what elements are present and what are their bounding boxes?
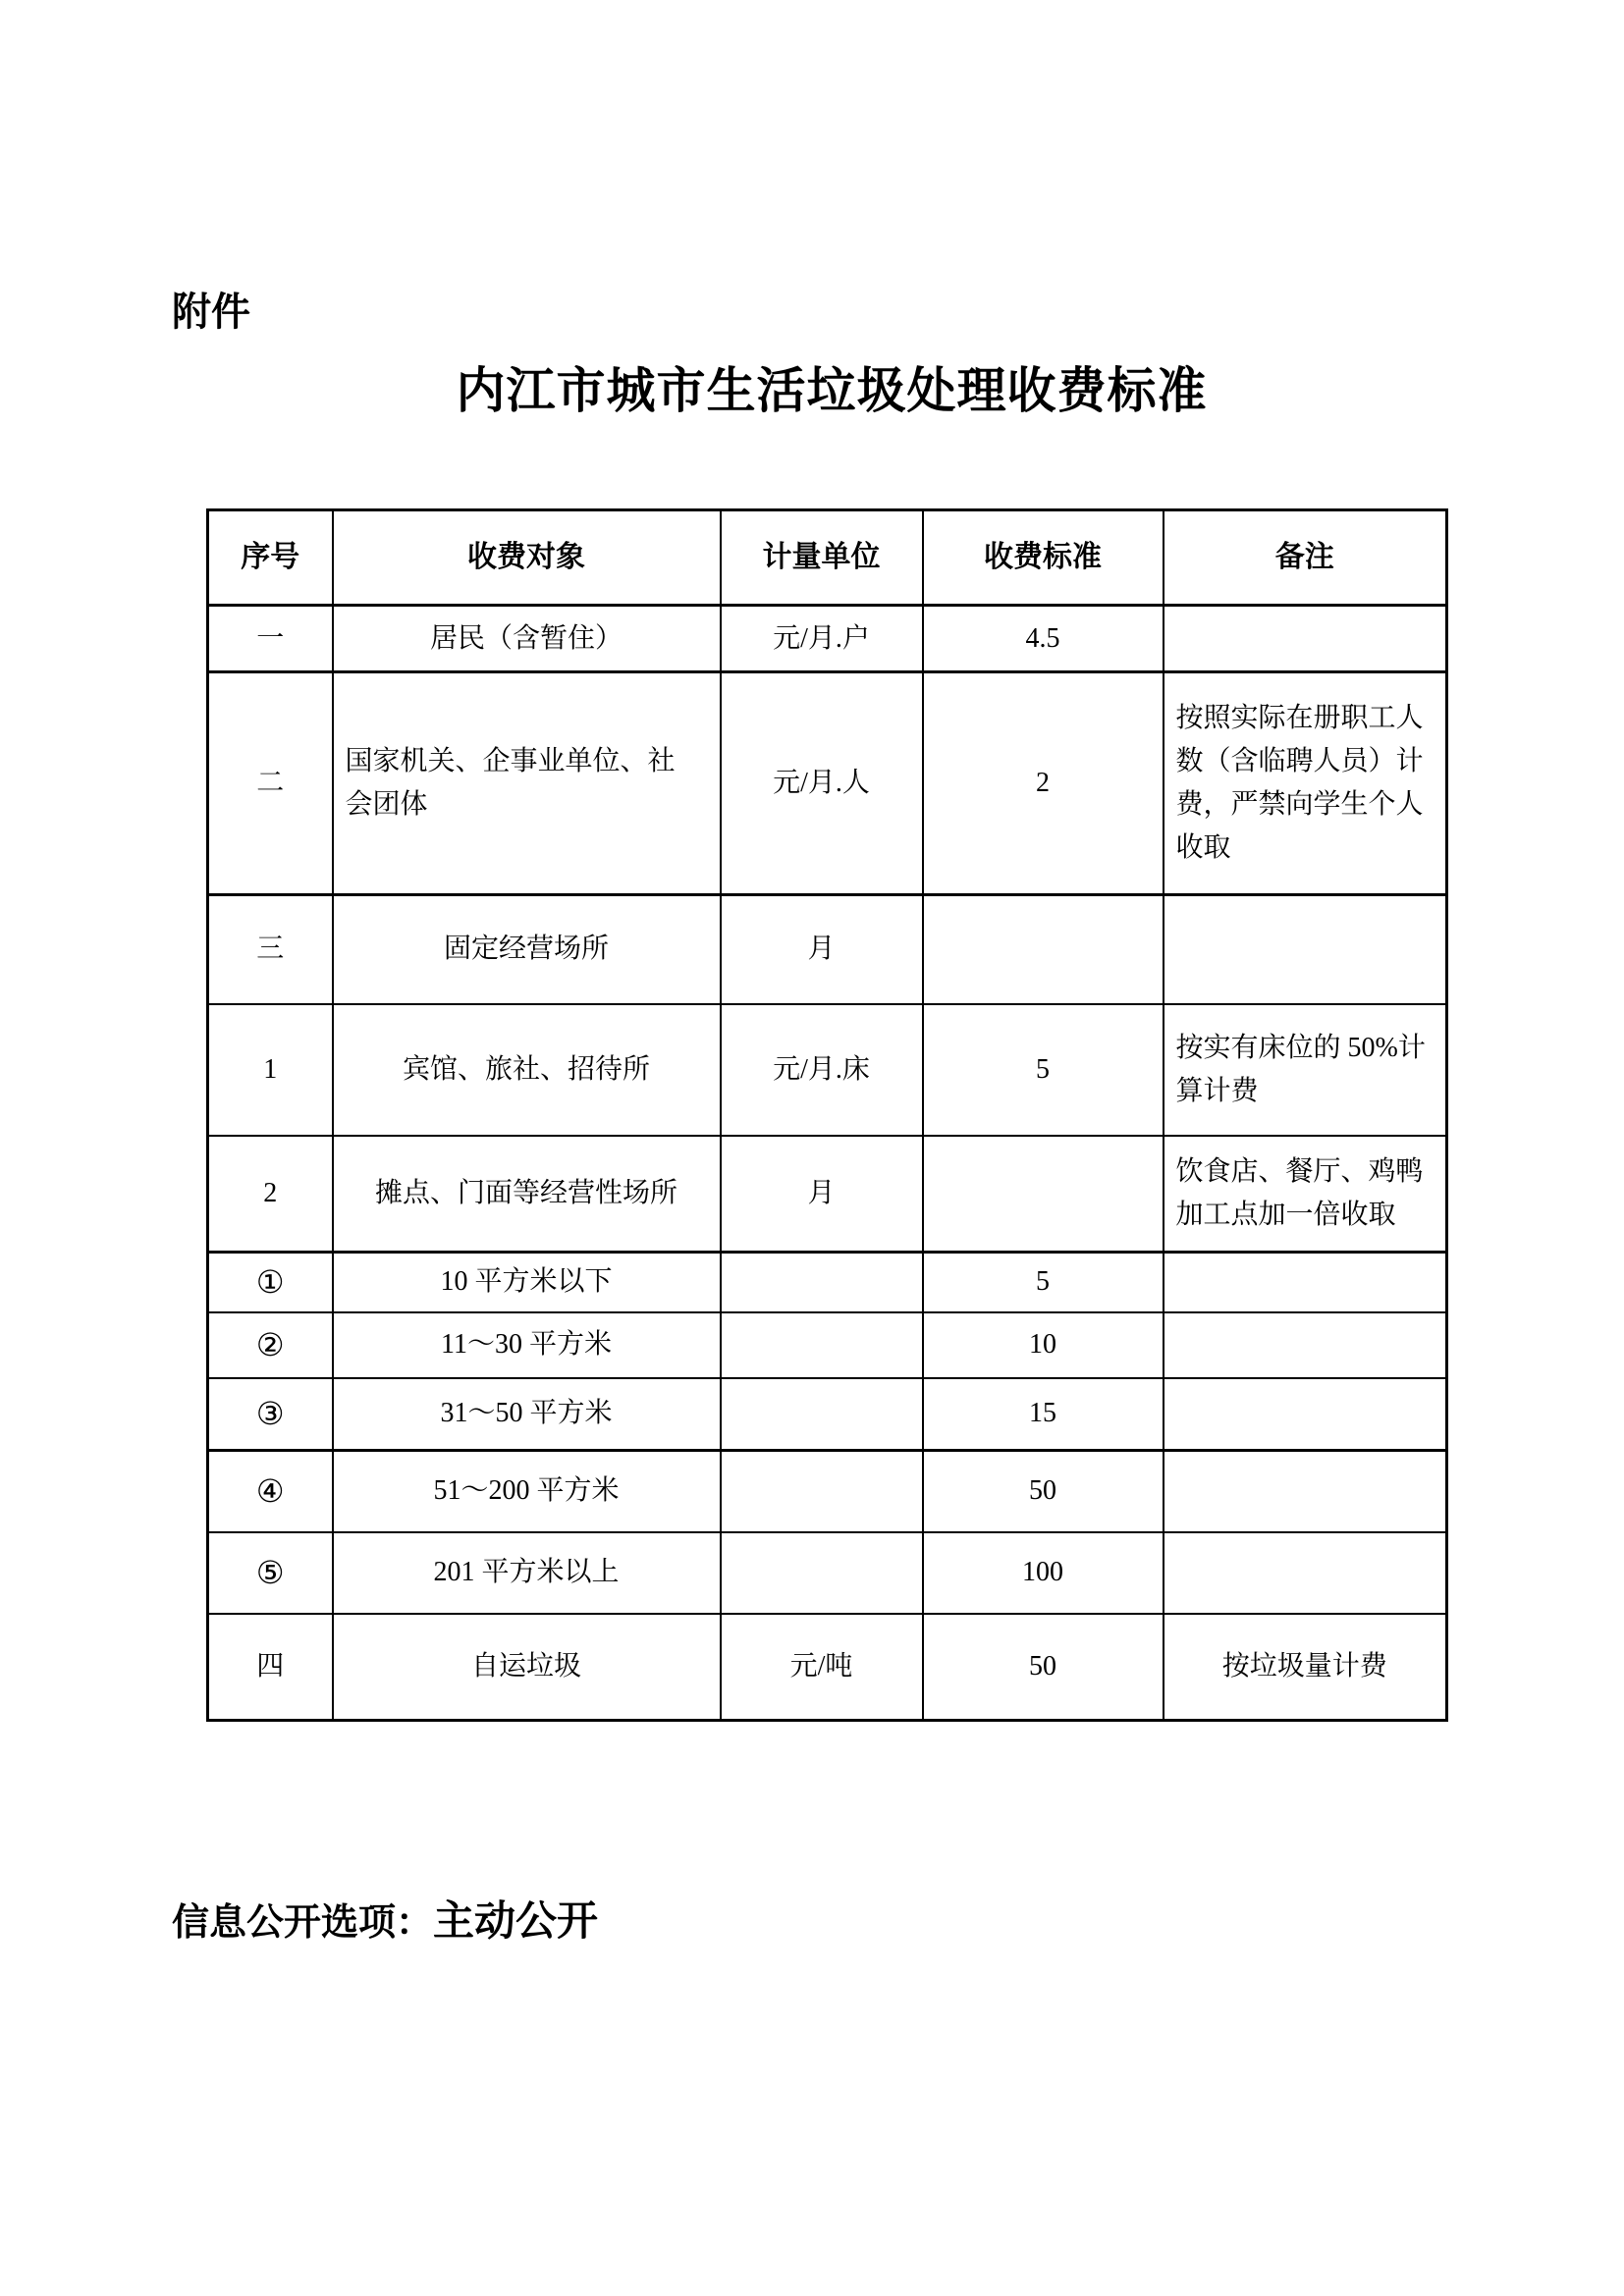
cell-remark bbox=[1164, 1532, 1447, 1614]
cell-remark: 按垃圾量计费 bbox=[1164, 1614, 1447, 1721]
cell-unit: 月 bbox=[721, 895, 923, 1004]
cell-fee: 10 bbox=[923, 1312, 1164, 1378]
cell-target: 31～50 平方米 bbox=[333, 1378, 721, 1451]
table-row bbox=[208, 1614, 1447, 1721]
cell-target: 居民（含暂住） bbox=[333, 606, 721, 672]
cell-remark bbox=[1164, 1312, 1447, 1378]
cell-no: 四 bbox=[208, 1614, 333, 1721]
cell-remark bbox=[1164, 1253, 1447, 1312]
disclosure-value: 主动公开 bbox=[433, 1899, 599, 1945]
cell-no: ③ bbox=[208, 1378, 333, 1451]
table-row bbox=[208, 1312, 1447, 1378]
cell-target: 51～200 平方米 bbox=[333, 1451, 721, 1532]
fee-table bbox=[206, 508, 1448, 1722]
table-row bbox=[208, 1136, 1447, 1253]
table-header-row bbox=[208, 510, 1447, 606]
cell-unit bbox=[721, 1451, 923, 1532]
disclosure-label: 信息公开选项： bbox=[172, 1900, 434, 1944]
cell-unit: 元/月.户 bbox=[721, 606, 923, 672]
cell-target: 11～30 平方米 bbox=[333, 1312, 721, 1378]
cell-unit bbox=[721, 1378, 923, 1451]
table-row bbox=[208, 1451, 1447, 1532]
cell-fee bbox=[923, 1136, 1164, 1253]
cell-target: 10 平方米以下 bbox=[333, 1253, 721, 1312]
cell-remark bbox=[1164, 606, 1447, 672]
cell-fee: 2 bbox=[923, 672, 1164, 895]
cell-remark: 按实有床位的 50%计算计费 bbox=[1164, 1004, 1447, 1136]
table-row bbox=[208, 1532, 1447, 1614]
cell-unit bbox=[721, 1253, 923, 1312]
col-header-fee: 收费标准 bbox=[923, 510, 1164, 606]
cell-no: 2 bbox=[208, 1136, 333, 1253]
col-header-remark: 备注 bbox=[1164, 510, 1447, 606]
cell-unit: 元/吨 bbox=[721, 1614, 923, 1721]
col-header-unit: 计量单位 bbox=[721, 510, 923, 606]
cell-target: 摊点、门面等经营性场所 bbox=[333, 1136, 721, 1253]
cell-fee: 15 bbox=[923, 1378, 1164, 1451]
cell-fee: 100 bbox=[923, 1532, 1164, 1614]
cell-no: ② bbox=[208, 1312, 333, 1378]
disclosure-line bbox=[172, 1895, 598, 1949]
cell-no: 一 bbox=[208, 606, 333, 672]
cell-target: 固定经营场所 bbox=[333, 895, 721, 1004]
cell-target: 自运垃圾 bbox=[333, 1614, 721, 1721]
table-row bbox=[208, 1378, 1447, 1451]
cell-remark: 按照实际在册职工人数（含临聘人员）计费，严禁向学生个人收取 bbox=[1164, 672, 1447, 895]
cell-unit bbox=[721, 1532, 923, 1614]
table-row bbox=[208, 606, 1447, 672]
cell-unit bbox=[721, 1312, 923, 1378]
cell-unit: 元/月.床 bbox=[721, 1004, 923, 1136]
col-header-no: 序号 bbox=[208, 510, 333, 606]
cell-fee: 4.5 bbox=[923, 606, 1164, 672]
cell-unit: 月 bbox=[721, 1136, 923, 1253]
cell-fee: 5 bbox=[923, 1004, 1164, 1136]
cell-no: 三 bbox=[208, 895, 333, 1004]
cell-remark bbox=[1164, 1451, 1447, 1532]
table-row bbox=[208, 895, 1447, 1004]
table-row bbox=[208, 1004, 1447, 1136]
cell-no: ⑤ bbox=[208, 1532, 333, 1614]
attachment-label: 附件 bbox=[172, 290, 250, 335]
col-header-target: 收费对象 bbox=[333, 510, 721, 606]
cell-target: 201 平方米以上 bbox=[333, 1532, 721, 1614]
cell-fee: 50 bbox=[923, 1451, 1164, 1532]
cell-remark bbox=[1164, 1378, 1447, 1451]
cell-remark bbox=[1164, 895, 1447, 1004]
cell-no: ① bbox=[208, 1253, 333, 1312]
cell-target: 宾馆、旅社、招待所 bbox=[333, 1004, 721, 1136]
cell-remark: 饮食店、餐厅、鸡鸭加工点加一倍收取 bbox=[1164, 1136, 1447, 1253]
cell-no: ④ bbox=[208, 1451, 333, 1532]
cell-no: 二 bbox=[208, 672, 333, 895]
cell-target: 国家机关、企事业单位、社会团体 bbox=[333, 672, 721, 895]
cell-fee: 5 bbox=[923, 1253, 1164, 1312]
table-row bbox=[208, 672, 1447, 895]
cell-no: 1 bbox=[208, 1004, 333, 1136]
cell-unit: 元/月.人 bbox=[721, 672, 923, 895]
cell-fee bbox=[923, 895, 1164, 1004]
cell-fee: 50 bbox=[923, 1614, 1164, 1721]
page-title: 内江市城市生活垃圾处理收费标准 bbox=[456, 363, 1208, 418]
table-row bbox=[208, 1253, 1447, 1312]
